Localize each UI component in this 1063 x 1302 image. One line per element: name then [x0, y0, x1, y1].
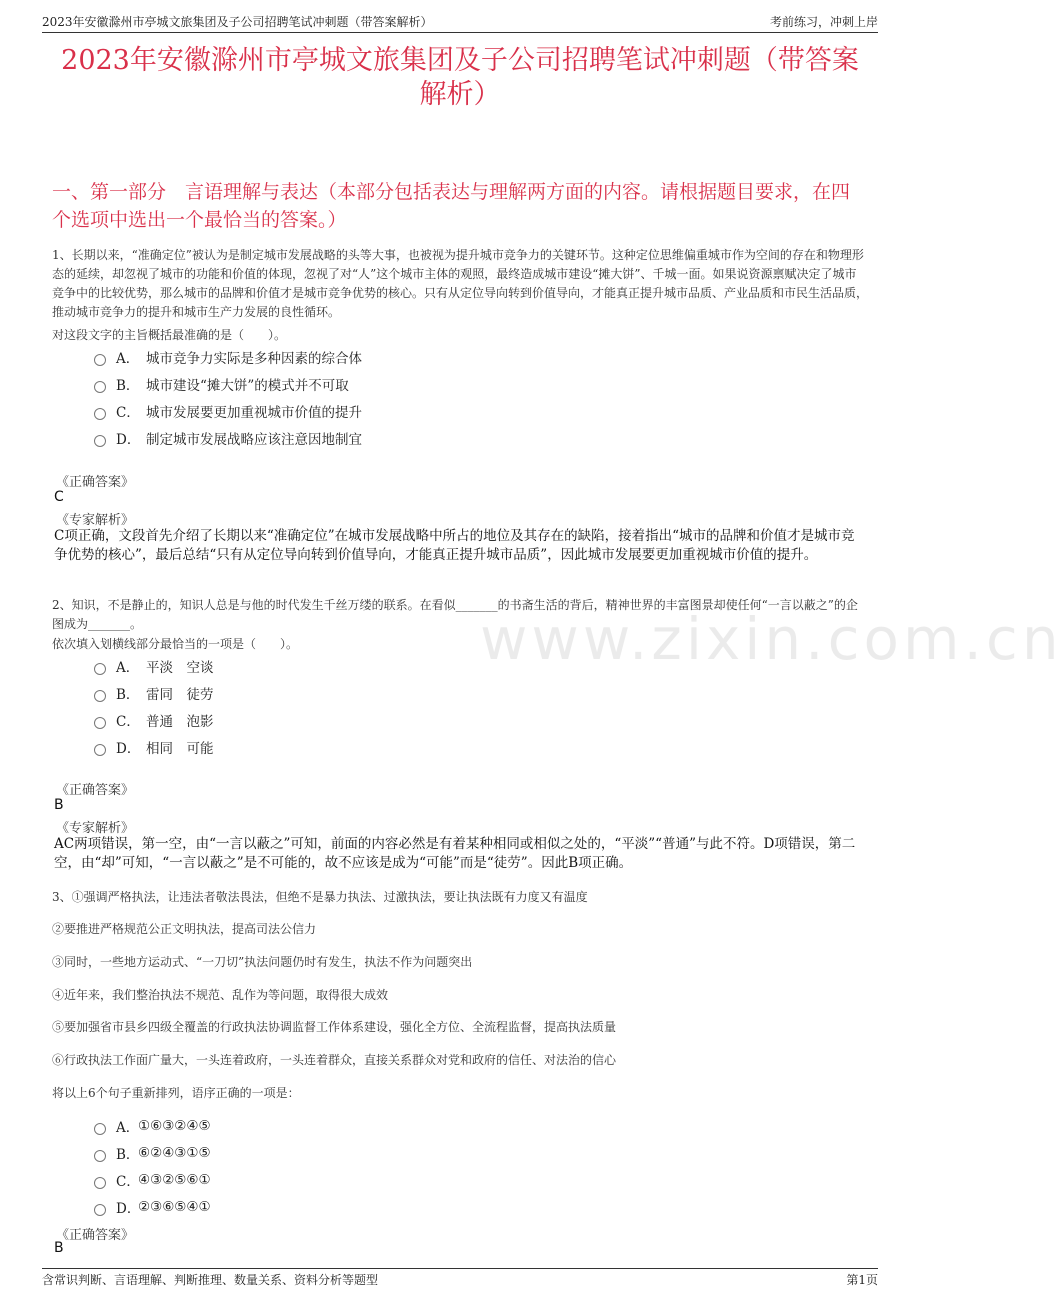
question-3-sentence-3: ③同时，一些地方运动式、“一刀切”执法问题仍时有发生，执法不作为问题突出 — [52, 955, 473, 969]
question-3-sentence-2: ②要推进严格规范公正文明执法，提高司法公信力 — [52, 922, 317, 936]
page-number: 第1页 — [846, 1272, 878, 1287]
option-text: ①⑥③②④⑤ — [138, 1118, 211, 1134]
question-2-option-d[interactable] — [94, 737, 214, 757]
question-2-prompt: 依次填入划横线部分最恰当的一项是（ ）。 — [52, 637, 299, 651]
question-3-sentence-5: ⑤要加强省市县乡四级全覆盖的行政执法协调监督工作体系建设，强化全方位、全流程监督，提高执法质量 — [52, 1020, 617, 1034]
document-title: 2023年安徽滁州市亭城文旅集团及子公司招聘笔试冲刺题（带答案解析） — [61, 45, 859, 110]
question-1-answer-label: 《正确答案》 — [56, 475, 135, 490]
option-text: 城市发展要更加重视城市价值的提升 — [146, 405, 362, 421]
radio-button-icon[interactable] — [94, 663, 106, 675]
option-text: ②③⑥⑤④① — [138, 1199, 211, 1215]
header-doc-title: 2023年安徽滁州市亭城文旅集团及子公司招聘笔试冲刺题（带答案解析） — [42, 14, 433, 29]
radio-button-icon[interactable] — [94, 1123, 106, 1135]
question-2-analysis-label: 《专家解析》 — [56, 821, 135, 836]
option-text: 制定城市发展战略应该注意因地制宜 — [146, 432, 362, 448]
option-letter: D． — [116, 432, 141, 448]
radio-button-icon[interactable] — [94, 1177, 106, 1189]
radio-button-icon[interactable] — [94, 408, 106, 420]
option-letter: A． — [116, 351, 140, 367]
option-text: 普通 泡影 — [146, 714, 214, 730]
option-letter: B． — [116, 378, 140, 394]
question-2-option-a[interactable] — [94, 656, 214, 676]
section-heading: 一、第一部分 言语理解与表达（本部分包括表达与理解两方面的内容。请根据题目要求，在四个选项中选出一个最恰当的答案。） — [52, 181, 851, 231]
option-text: 城市建设“摊大饼”的模式并不可取 — [146, 378, 349, 394]
question-1-option-a[interactable] — [94, 347, 362, 367]
question-3-answer-label: 《正确答案》 — [56, 1228, 135, 1243]
question-1-analysis: C项正确，文段首先介绍了长期以来“准确定位”在城市发展战略中所占的地位及其存在的缺陷，接着指出“城市的品牌和价值才是城市竞争优势的核心”，最后总结“只有从定位导向转到价值导向，才能真正提升城市品质”，因此城市发展要更加重视城市价值的提升。 — [54, 528, 855, 563]
question-3-sentence-4: ④近年来，我们整治执法不规范、乱作为等问题，取得很大成效 — [52, 988, 389, 1002]
question-2-option-b[interactable] — [94, 683, 214, 703]
radio-button-icon[interactable] — [94, 690, 106, 702]
radio-button-icon[interactable] — [94, 1204, 106, 1216]
question-1-prompt: 对这段文字的主旨概括最准确的是（ ）。 — [52, 328, 287, 342]
question-3-prompt: 将以上6个句子重新排列，语序正确的一项是： — [52, 1086, 300, 1100]
option-letter: A． — [116, 660, 140, 676]
question-1-answer: C — [54, 489, 64, 505]
question-3-sentence-1: 3、①强调严格执法，让违法者敬法畏法，但绝不是暴力执法、过激执法，要让执法既有力度又有温度 — [52, 890, 588, 904]
watermark: www.zixin.com.cn — [480, 605, 1063, 673]
question-1-option-d[interactable] — [94, 428, 362, 448]
question-3-sentence-6: ⑥行政执法工作面广量大，一头连着政府，一头连着群众，直接关系群众对党和政府的信任、对法治的信心 — [52, 1053, 617, 1067]
option-letter: B． — [116, 687, 140, 703]
question-3-option-c[interactable] — [94, 1170, 211, 1190]
radio-button-icon[interactable] — [94, 381, 106, 393]
page-header — [42, 10, 878, 33]
radio-button-icon[interactable] — [94, 744, 106, 756]
option-letter: D． — [116, 741, 141, 757]
question-2-answer-label: 《正确答案》 — [56, 783, 135, 798]
option-text: 相同 可能 — [146, 741, 214, 757]
header-slogan: 考前练习，冲刺上岸 — [769, 14, 878, 29]
question-3-option-d[interactable] — [94, 1197, 211, 1217]
question-3-option-b[interactable] — [94, 1143, 211, 1163]
question-3-option-a[interactable] — [94, 1116, 211, 1136]
question-1-option-b[interactable] — [94, 374, 349, 394]
radio-button-icon[interactable] — [94, 717, 106, 729]
question-2-answer: B — [54, 797, 64, 813]
option-letter: A． — [116, 1120, 140, 1136]
radio-button-icon[interactable] — [94, 435, 106, 447]
question-2-text: 2、知识，不是静止的，知识人总是与他的时代发生千丝万缕的联系。在看似_______的书斋生活的背后，精神世界的丰富图景却使任何“一言以蔽之”的企图成为_______。 — [52, 598, 858, 631]
radio-button-icon[interactable] — [94, 1150, 106, 1162]
option-text: 雷同 徒劳 — [146, 687, 214, 703]
question-3-answer: B — [54, 1240, 64, 1256]
page-footer — [42, 1268, 878, 1289]
question-2-option-c[interactable] — [94, 710, 214, 730]
question-2-analysis: AC两项错误，第一空，由“一言以蔽之”可知，前面的内容必然是有着某种相同或相似之处的，“平淡”“普通”与此不符。D项错误，第二空，由“却”可知，“一言以蔽之”是不可能的，故不应该是成为“可能”而是“徒劳”。因此B项正确。 — [54, 836, 856, 871]
option-letter: C． — [116, 714, 140, 730]
question-1-option-c[interactable] — [94, 401, 362, 421]
option-text: 平淡 空谈 — [146, 660, 214, 676]
question-1-analysis-label: 《专家解析》 — [56, 513, 135, 528]
radio-button-icon[interactable] — [94, 354, 106, 366]
option-letter: D． — [116, 1201, 141, 1217]
option-letter: B． — [116, 1147, 140, 1163]
option-letter: C． — [116, 1174, 140, 1190]
option-letter: C． — [116, 405, 140, 421]
footer-description: 含常识判断、言语理解、判断推理、数量关系、资料分析等题型 — [42, 1272, 379, 1287]
question-1-text: 1、长期以来，“准确定位”被认为是制定城市发展战略的头等大事，也被视为提升城市竞争力的关键环节。这种定位思维偏重城市作为空间的存在和物理形态的延续，却忽视了城市的功能和价值的体现，忽视了对“人”这个城市主体的观照，最终造成城市建设“摊大饼”、千城一面。如果说资源禀赋决定了城市竞争中的比较优势，那么城市的品牌和价值才是城市竞争优势的核心。只有从定位导向转到价值导向，才能真正提升城市品质、产业品质和市民生活品质，推动城市竞争力的提升和城市生产力发展的良性循环。 — [52, 248, 869, 319]
option-text: ⑥②④③①⑤ — [138, 1145, 211, 1161]
option-text: ④③②⑤⑥① — [138, 1172, 211, 1188]
option-text: 城市竞争力实际是多种因素的综合体 — [146, 351, 362, 367]
